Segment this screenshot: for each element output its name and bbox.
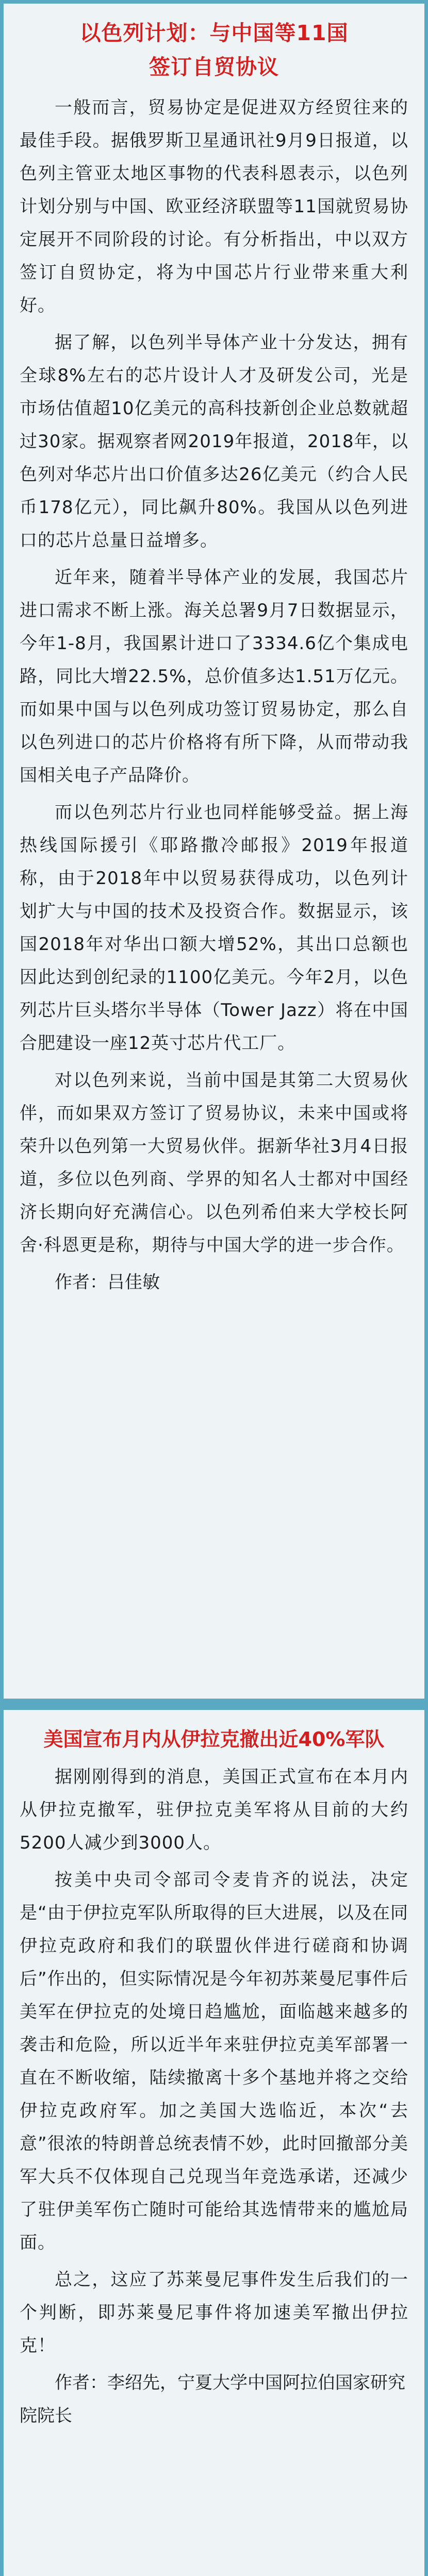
article2-title: 美国宣布月内从伊拉克撤出近40%军队 — [43, 1728, 385, 1751]
article2-author: 作者：李绍先，宁夏大学中国阿拉伯国家研究院院长 — [20, 2372, 405, 2426]
article1-paragraph: 据了解，以色列半导体产业十分发达，拥有全球8%左右的芯片设计人才及研发公司，光是市场估值超10亿美元的高科技新创企业总数就超过30家。据观察者网2019年报道，2018年，以色列对华芯片出口价值多达26亿美元（约合人民币178亿元），同比飙升80%。我国从以色列进口的芯片总量日益增多。 — [20, 332, 408, 551]
article1-paragraph: 而以色列芯片行业也同样能够受益。据上海热线国际援引《耶路撒冷邮报》2019年报道称，由于2018年中以贸易获得成功，以色列计划扩大与中国的技术及投资合作。数据显示，该国2018年对华出口额大增52%，其出口总额也因此达到创纪录的1100亿美元。今年2月，以色列芯片巨头塔尔半导体（Tower Jazz）将在中国合肥建设一座12英寸芯片代工厂。 — [20, 802, 408, 1054]
article-us-iraq-withdrawal — [7, 1710, 421, 2576]
article1-paragraph: 近年来，随着半导体产业的发展，我国芯片进口需求不断上涨。海关总署9月7日数据显示，今年1-8月，我国累计进口了3334.6亿个集成电路，同比大增22.5%，总价值多达1.51万亿元。而如果中国与以色列成功签订贸易协定，那么自以色列进口的芯片价格将有所下降，从而带动我国相关电子产品降价。 — [20, 567, 408, 786]
article2-paragraph: 按美中央司令部司令麦肯齐的说法，决定是“由于伊拉克军队所取得的巨大进展，以及在同伊拉克政府和我们的联盟伙伴进行磋商和协调后”作出的，但实际情况是今年初苏莱曼尼事件后美军在伊拉克的处境日趋尴尬，面临越来越多的袭击和危险，所以近半年来驻伊拉克美军部署一直在不断收缩，陆续撤离十多个基地并将之交给伊拉克政府军。加之美国大选临近，本次“去意”很浓的特朗普总统表情不妙，此时回撤部分美军大兵不仅体现自己兑现当年竞选承诺，还减少了驻伊美军伤亡随时可能给其选情带来的尴尬局面。 — [20, 1870, 408, 2253]
article1-title — [20, 16, 408, 84]
article1-title-line1: 以色列计划：与中国等11国 — [79, 21, 349, 45]
article2-paragraph: 据刚刚得到的消息，美国正式宣布在本月内从伊拉克撤军，驻伊拉克美军将从目前的大约5200人减少到3000人。 — [20, 1767, 408, 1853]
article-israel-trade — [7, 4, 421, 1701]
article2-paragraph: 总之，这应了苏莱曼尼事件发生后我们的一个判断，即苏莱曼尼事件将加速美军撤出伊拉克！ — [20, 2269, 408, 2356]
article1-paragraph: 一般而言，贸易协定是促进双方经贸往来的最佳手段。据俄罗斯卫星通讯社9月9日报道，以色列主管亚太地区事物的代表科恩表示，以色列计划分别与中国、欧亚经济联盟等11国就贸易协定展开不同阶段的讨论。有分析指出，中以双方签订自贸协定，将为中国芯片行业带来重大利好。 — [20, 97, 408, 316]
article1-title-line2: 签订自贸协议 — [149, 55, 279, 79]
article1-author: 作者：吕佳敏 — [55, 1272, 160, 1293]
section-divider — [4, 1699, 424, 1710]
article1-paragraph: 对以色列来说，当前中国是其第二大贸易伙伴，而如果双方签订了贸易协议，未来中国或将荣升以色列第一大贸易伙伴。据新华社3月4日报道，多位以色列商、学界的知名人士都对中国经济长期向好充满信心。以色列希伯来大学校长阿舍·科恩更是称，期待与中国大学的进一步合作。 — [20, 1070, 408, 1256]
